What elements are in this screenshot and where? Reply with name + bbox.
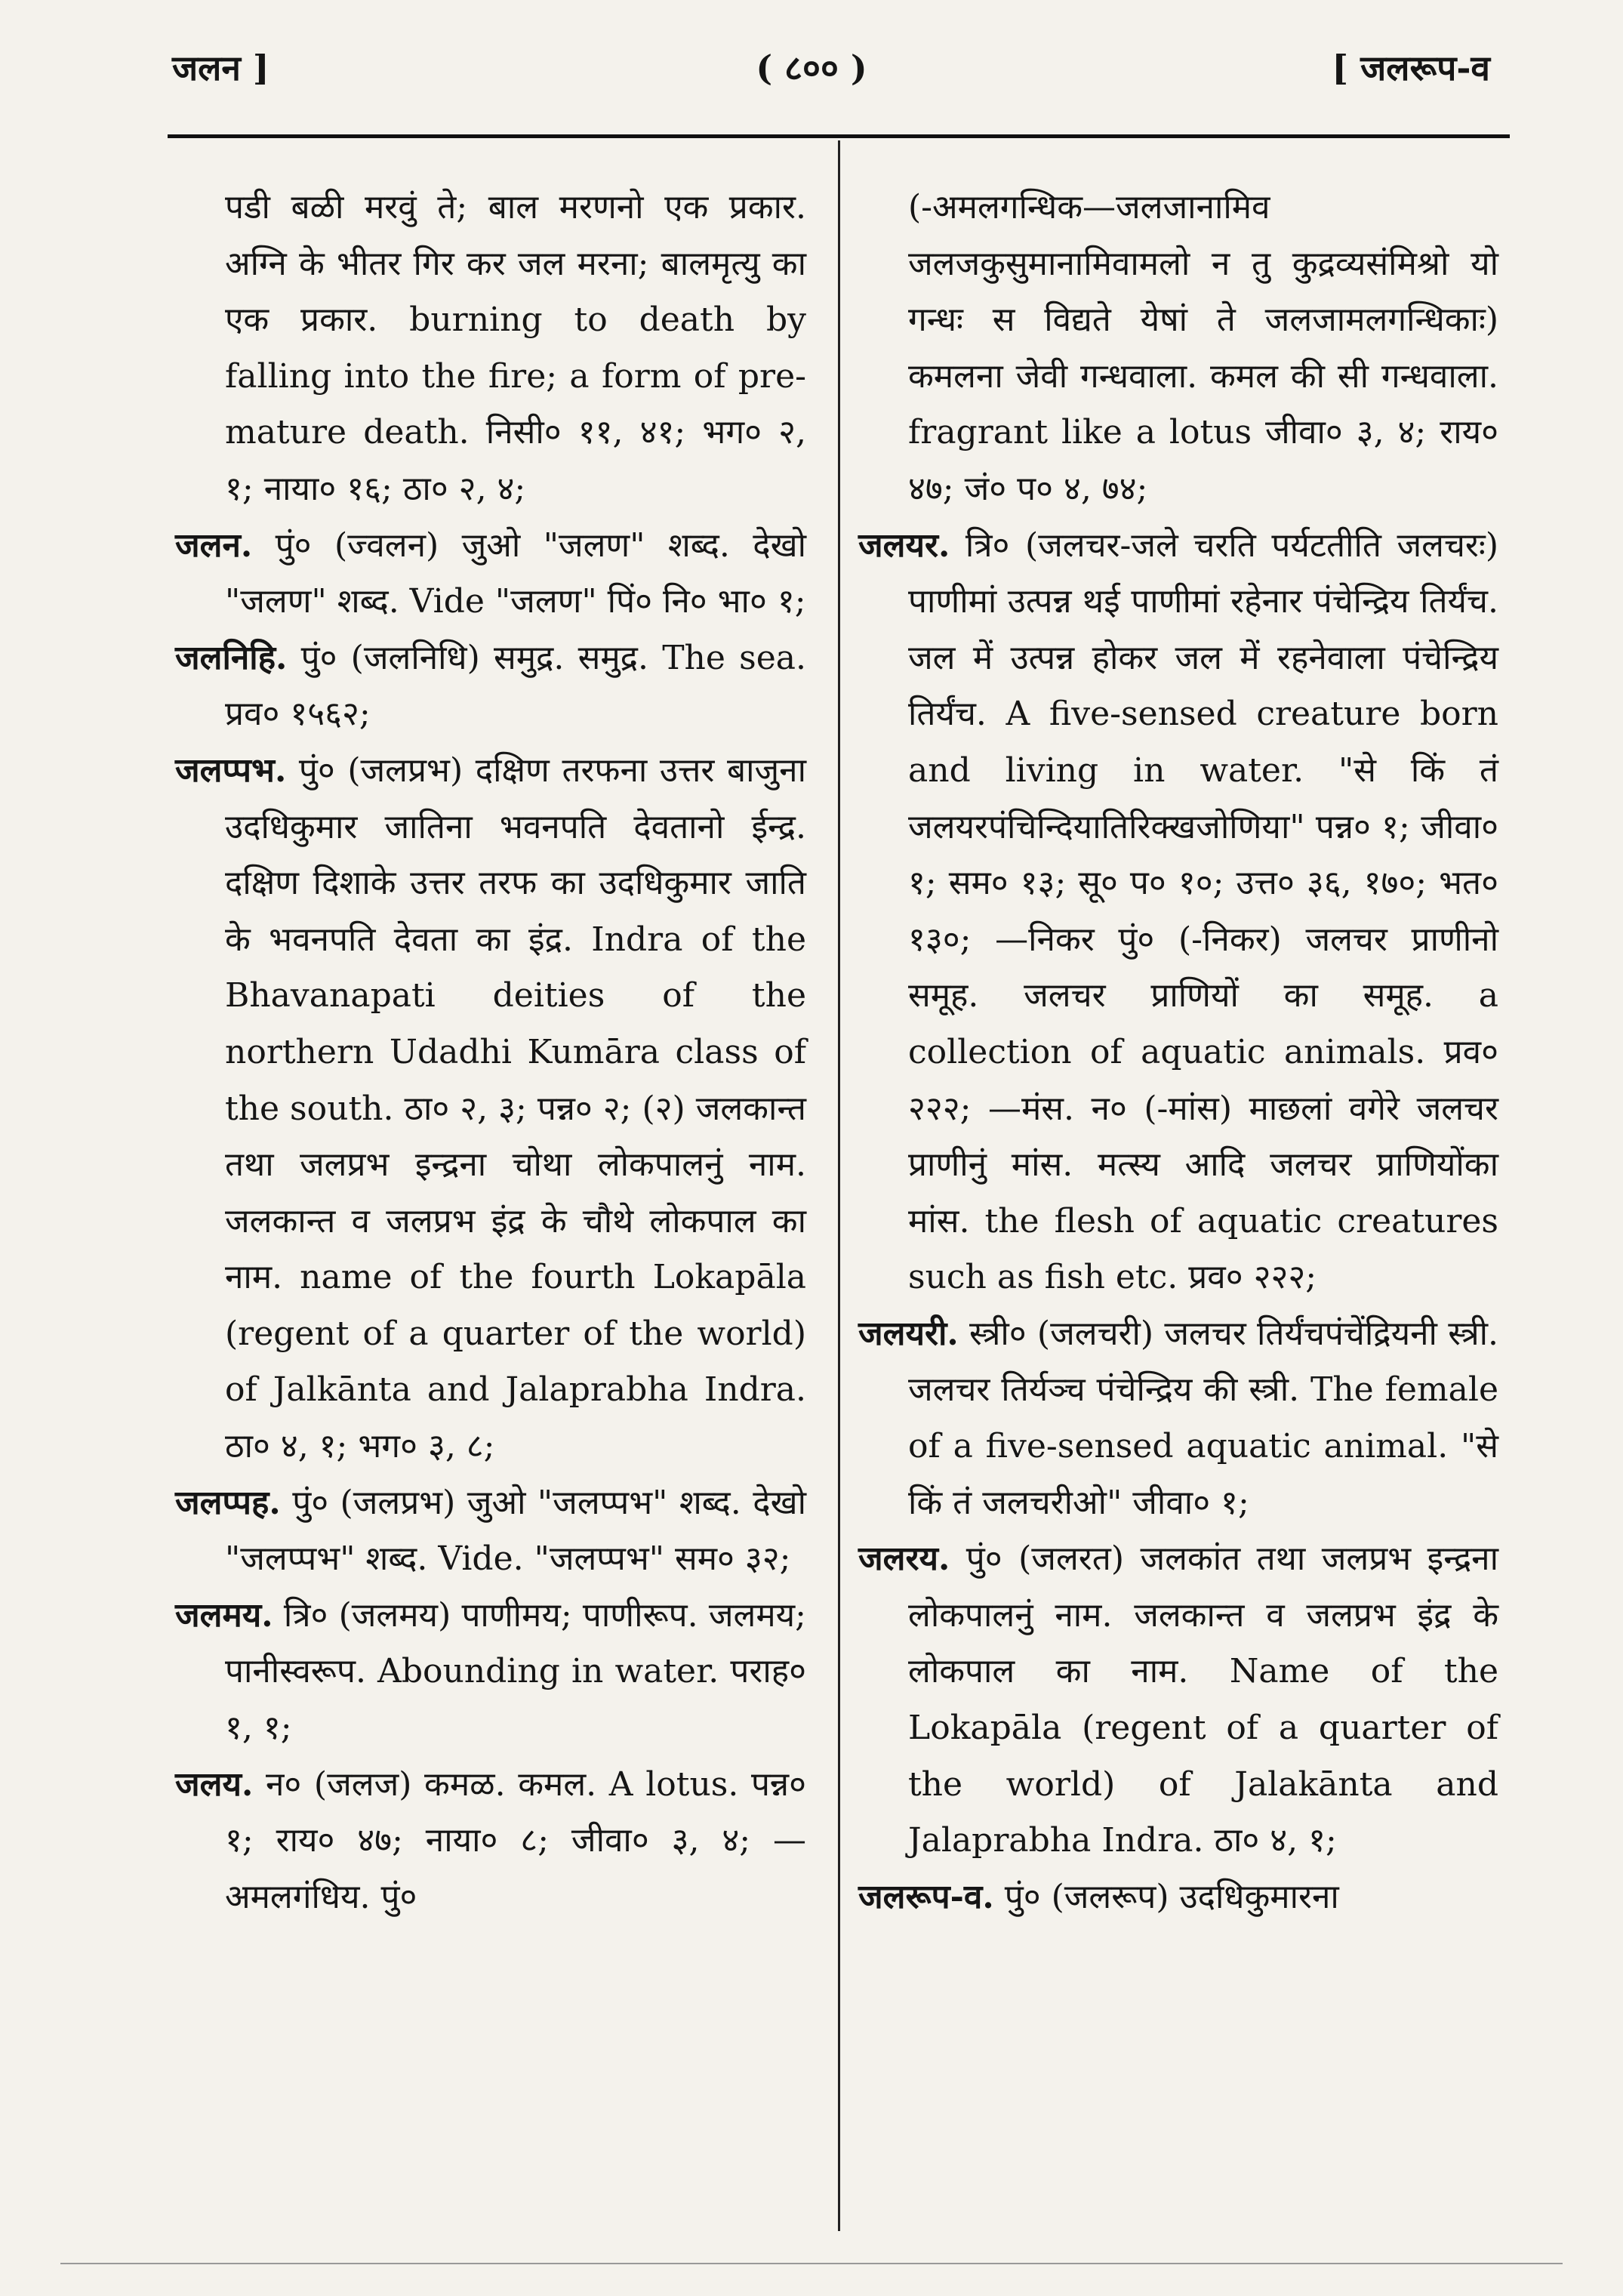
page-number: ( ८०० ) (756, 48, 867, 88)
entry-body: पुं० (जलप्रभ) दक्षिण तरफना उत्तर बाजुना उदधिकुमार जातिना भवनपति देवतानो ईन्द्र. दक्षिण दिशाके उत्तर तरफ का उदधिकुमार जाति के भवनपति देवता का इंद्र. Indra of the Bhavanapati deities of the northern Udadhi Kumāra class of the south. ठा० २, ३; पन्न० २; (२) जलकान्त तथा जलप्रभ इन्द्रना चोथा लोकपालनुं नाम. जलकान्त व जलप्रभ इंद्र के चौथे लोकपाल का नाम. name of the fourth Lokapāla (regent of a quarter of the world) of Jalkānta and Jalaprabha Indra. ठा० ४, १; भग० ३, ८; (225, 750, 806, 1466)
entry-body: त्रि० (जलमय) पाणीमय; पाणीरूप. जलमय; पानीस्वरूप. Abounding in water. पराह० १, १; (225, 1595, 806, 1748)
dictionary-entry (858, 1869, 1498, 1926)
header-rule (168, 134, 1510, 138)
entry-body: त्रि० (जलचर-जले चरति पर्यटतीति जलचरः) पाणीमां उत्पन्न थई पाणीमां रहेनार पंचेन्द्रिय तिर्यंच. जल में उत्पन्न होकर जल में रहनेवाला पंचेन्द्रिय तिर्यंच. A five-sensed creature born and living in water. "से किं तं जलयरपंचिन्दियातिरिक्खजोणिया" पन्न० १; जीवा० १; सम० १३; सू० प० १०; उत्त० ३६, १७०; भत० १३०; —निकर पुं० (-निकर) जलचर प्राणीनो समूह. जलचर प्राणियों का समूह. a collection of aquatic animals. प्रव० २२२; —मंस. न० (-मांस) माछलां वगेरे जलचर प्राणीनुं मांस. मत्स्य आदि जलचर प्राणियोंका मांस. the flesh of aquatic creatures such as fish etc. प्रव० २२२; (908, 525, 1498, 1297)
dictionary-entry (175, 1475, 806, 1588)
headword: जलरूप-व. (858, 1877, 994, 1916)
headword: जलप्पभ. (175, 750, 287, 790)
entry-body: पुं० (जलनिधि) समुद्र. समुद्र. The sea. प्रव० १५६२; (225, 638, 806, 734)
entry-body: स्त्री० (जलचरी) जलचर तिर्यंचपंचेंद्रियनी स्त्री. जलचर तिर्यञ्च पंचेन्द्रिय की स्त्री. The female of a five-sensed aquatic animal. "से किं तं जलचरीओ" जीवा० १; (908, 1314, 1498, 1522)
headword: जलरय. (858, 1539, 950, 1579)
headword: जलप्पह. (175, 1483, 281, 1522)
dictionary-entry (858, 1306, 1498, 1531)
entry-body: न० (जलज) कमळ. कमल. A lotus. पन्न० १; राय० ४७; नाया० ८; जीवा० ३, ४; —अमलगंधिय. पुं० (225, 1764, 806, 1916)
entry-body: पुं० (जलरत) जलकांत तथा जलप्रभ इन्द्रना लोकपालनुं नाम. जलकान्त व जलप्रभ इंद्र के लोकपाल का नाम. Name of the Lokapāla (regent of a quarter of the world) of Jalakānta and Jalaprabha Indra. ठा० ४, १; (908, 1539, 1498, 1860)
dictionary-entry (175, 630, 806, 743)
headword: जलमय. (175, 1595, 273, 1635)
column-divider (838, 140, 840, 2231)
entry-body: पुं० (जलरूप) उदधिकुमारना (1004, 1877, 1339, 1916)
dictionary-entry (175, 1757, 806, 1926)
dictionary-entry (175, 1588, 806, 1757)
headword: जलन. (175, 525, 253, 565)
continuation-text: (-अमलगन्धिक—जलजानामिव जलजकुसुमानामिवामलो न तु कुद्रव्यसंमिश्रो यो गन्धः स विद्यते येषां ते जलजामलगन्धिकाः) कमलना जेवी गन्धवाला. कमल की सी गन्धवाला. fragrant like a lotus जीवा० ३, ४; राय० ४७; जं० प० ४, ७४; (908, 188, 1498, 508)
right-column (858, 180, 1498, 1925)
dictionary-entry (175, 518, 806, 630)
entry-body: पुं० (ज्वलन) जुओ "जलण" शब्द. देखो "जलण" शब्द. Vide "जलण" पिं० नि० भा० १; (225, 525, 806, 621)
headword: जलय. (175, 1764, 254, 1804)
left-column (175, 180, 806, 1925)
dictionary-entry (175, 743, 806, 1475)
running-head-right: [ जलरूप-व (1332, 48, 1490, 88)
running-head-left: जलन ] (172, 48, 269, 88)
headword: जलयरी. (858, 1314, 959, 1353)
entry-body: पुं० (जलप्रभ) जुओ "जलप्पभ" शब्द. देखो "जलप्पभ" शब्द. Vide. "जलप्पभ" सम० ३२; (225, 1483, 806, 1579)
continuation-text: पडी बळी मरवुं ते; बाल मरणनो एक प्रकार. अग्नि के भीतर गिर कर जल मरना; बालमृत्यु का एक प्रकार. burning to death by falling into the fire; a form of pre-mature death. निसी० ११, ४१; भग० २, १; नाया० १६; ठा० २, ४; (225, 188, 806, 508)
dictionary-entry (858, 1531, 1498, 1869)
headword: जलनिहि. (175, 638, 288, 677)
dictionary-entry (858, 518, 1498, 1306)
footer-rule (60, 2263, 1563, 2264)
headword: जलयर. (858, 525, 950, 565)
